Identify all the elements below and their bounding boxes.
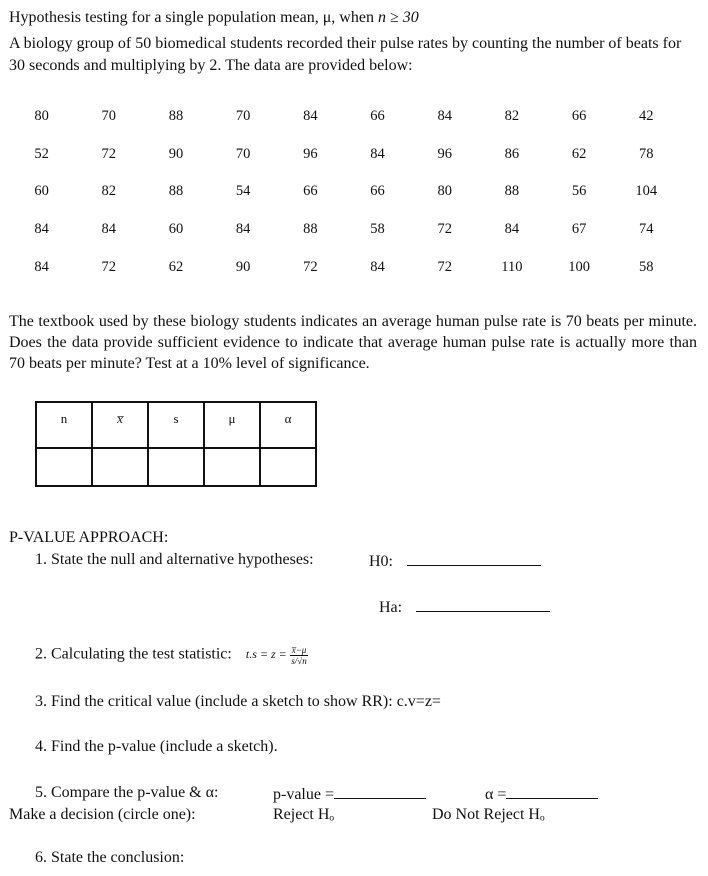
data-cell: 66 [571,108,587,125]
data-cell: 72 [437,258,452,275]
data-cell: 82 [101,183,117,200]
h0-label: H0: [369,553,393,570]
cell-mu[interactable] [204,448,260,486]
formula-denominator: s/√n [291,656,307,666]
alpha-blank[interactable] [506,784,598,799]
do-not-reject-option[interactable]: Do Not Reject Hₒ [432,806,545,823]
question-2-text: 2. Calculating the test statistic: [35,645,232,663]
cell-alpha[interactable] [260,448,316,486]
data-cell: 70 [101,108,117,125]
data-cell: 67 [571,221,587,238]
data-cell: 80 [437,183,452,200]
data-cell: 82 [504,108,520,125]
data-cell: 90 [235,258,251,275]
pvalue-line [273,784,426,804]
cell-n[interactable] [36,448,92,486]
data-cell: 110 [501,258,523,275]
header-s: s [148,402,204,448]
data-cell: 80 [34,108,49,125]
data-cell: 56 [571,183,587,200]
data-cell: 52 [34,145,49,162]
data-cell: 58 [370,221,385,238]
data-cell: 66 [303,183,318,200]
test-statistic-formula [245,645,308,666]
header-alpha: α [260,402,316,448]
question-4: 4. Find the p-value (include a sketch). [35,738,278,755]
data-cell: 62 [168,258,184,275]
data-row [8,173,680,211]
data-cell: 84 [303,108,318,125]
section-title: P-VALUE APPROACH: [9,529,169,546]
header-mu: μ [204,402,260,448]
formula-fraction [290,645,309,666]
alpha-label: α = [485,786,507,803]
data-cell: 60 [34,183,49,200]
reject-option[interactable]: Reject Hₒ [273,806,335,823]
pvalue-label: p-value = [273,786,334,803]
data-cell: 84 [101,221,117,238]
data-row [8,136,680,174]
data-cell: 96 [437,145,452,162]
ha-line [379,597,550,617]
data-row [8,211,680,249]
pulse-data-table [8,98,680,286]
data-cell: 84 [437,108,452,125]
h0-answer-blank[interactable] [407,551,541,566]
data-cell: 84 [504,221,520,238]
data-cell: 84 [370,258,385,275]
data-cell: 66 [370,183,385,200]
question-5: 5. Compare the p-value & α: [35,784,219,801]
data-cell: 104 [635,183,658,200]
data-cell: 72 [101,258,117,275]
question-3: 3. Find the critical value (include a sketch to show RR): c.v=z= [35,693,441,710]
data-cell: 74 [639,221,654,238]
data-cell: 90 [168,145,184,162]
question-2 [35,645,308,666]
data-cell: 72 [101,145,117,162]
summary-table [35,401,317,487]
data-cell: 70 [235,145,251,162]
data-cell: 84 [34,221,49,238]
question-1: 1. State the null and alternative hypotheses: [35,551,314,568]
data-cell: 84 [34,258,49,275]
intro-paragraph: A biology group of 50 biomedical students recorded their pulse rates by counting the number of beats for 30 seconds and multiplying by 2. The data are provided below: [9,35,682,74]
data-cell: 88 [168,183,184,200]
ha-answer-blank[interactable] [416,597,550,612]
header-xbar: x̅ [92,402,148,448]
data-cell: 78 [639,145,654,162]
data-cell: 58 [639,258,654,275]
data-row [8,98,680,136]
data-cell: 86 [504,145,520,162]
cell-s[interactable] [148,448,204,486]
data-cell: 72 [437,221,452,238]
data-cell: 72 [303,258,318,275]
data-cell: 96 [303,145,318,162]
pvalue-blank[interactable] [334,784,426,799]
data-cell: 88 [504,183,520,200]
data-cell: 62 [571,145,587,162]
data-cell: 70 [235,108,251,125]
data-cell: 88 [168,108,184,125]
page-title [9,9,419,27]
data-cell: 66 [370,108,385,125]
title-text: Hypothesis testing for a single population mean, μ, when [9,9,378,26]
data-cell: 42 [639,108,654,125]
question-6: 6. State the conclusion: [35,849,185,866]
cell-xbar[interactable] [92,448,148,486]
data-cell: 60 [168,221,184,238]
ha-label: Ha: [379,599,403,616]
h0-line [369,551,541,571]
question-paragraph: The textbook used by these biology students indicates an average human pulse rate is 70 beats per minute. Does the data provide sufficient evidence to indicate that average human pulse rate is actually more than 70 beats per minute? Test at a 10% level of significance. [9,313,697,372]
header-n: n [36,402,92,448]
data-cell: 88 [303,221,318,238]
alpha-line [485,784,598,804]
data-cell: 84 [235,221,251,238]
formula-numerator: x̅−μ [291,645,307,655]
decision-instruction: Make a decision (circle one): [9,806,196,823]
data-cell: 84 [370,145,385,162]
data-cell: 100 [568,258,590,275]
formula-lhs: t.s = z = [245,647,287,662]
data-cell: 54 [235,183,251,200]
title-condition: n ≥ 30 [377,9,419,26]
data-row [8,248,680,286]
